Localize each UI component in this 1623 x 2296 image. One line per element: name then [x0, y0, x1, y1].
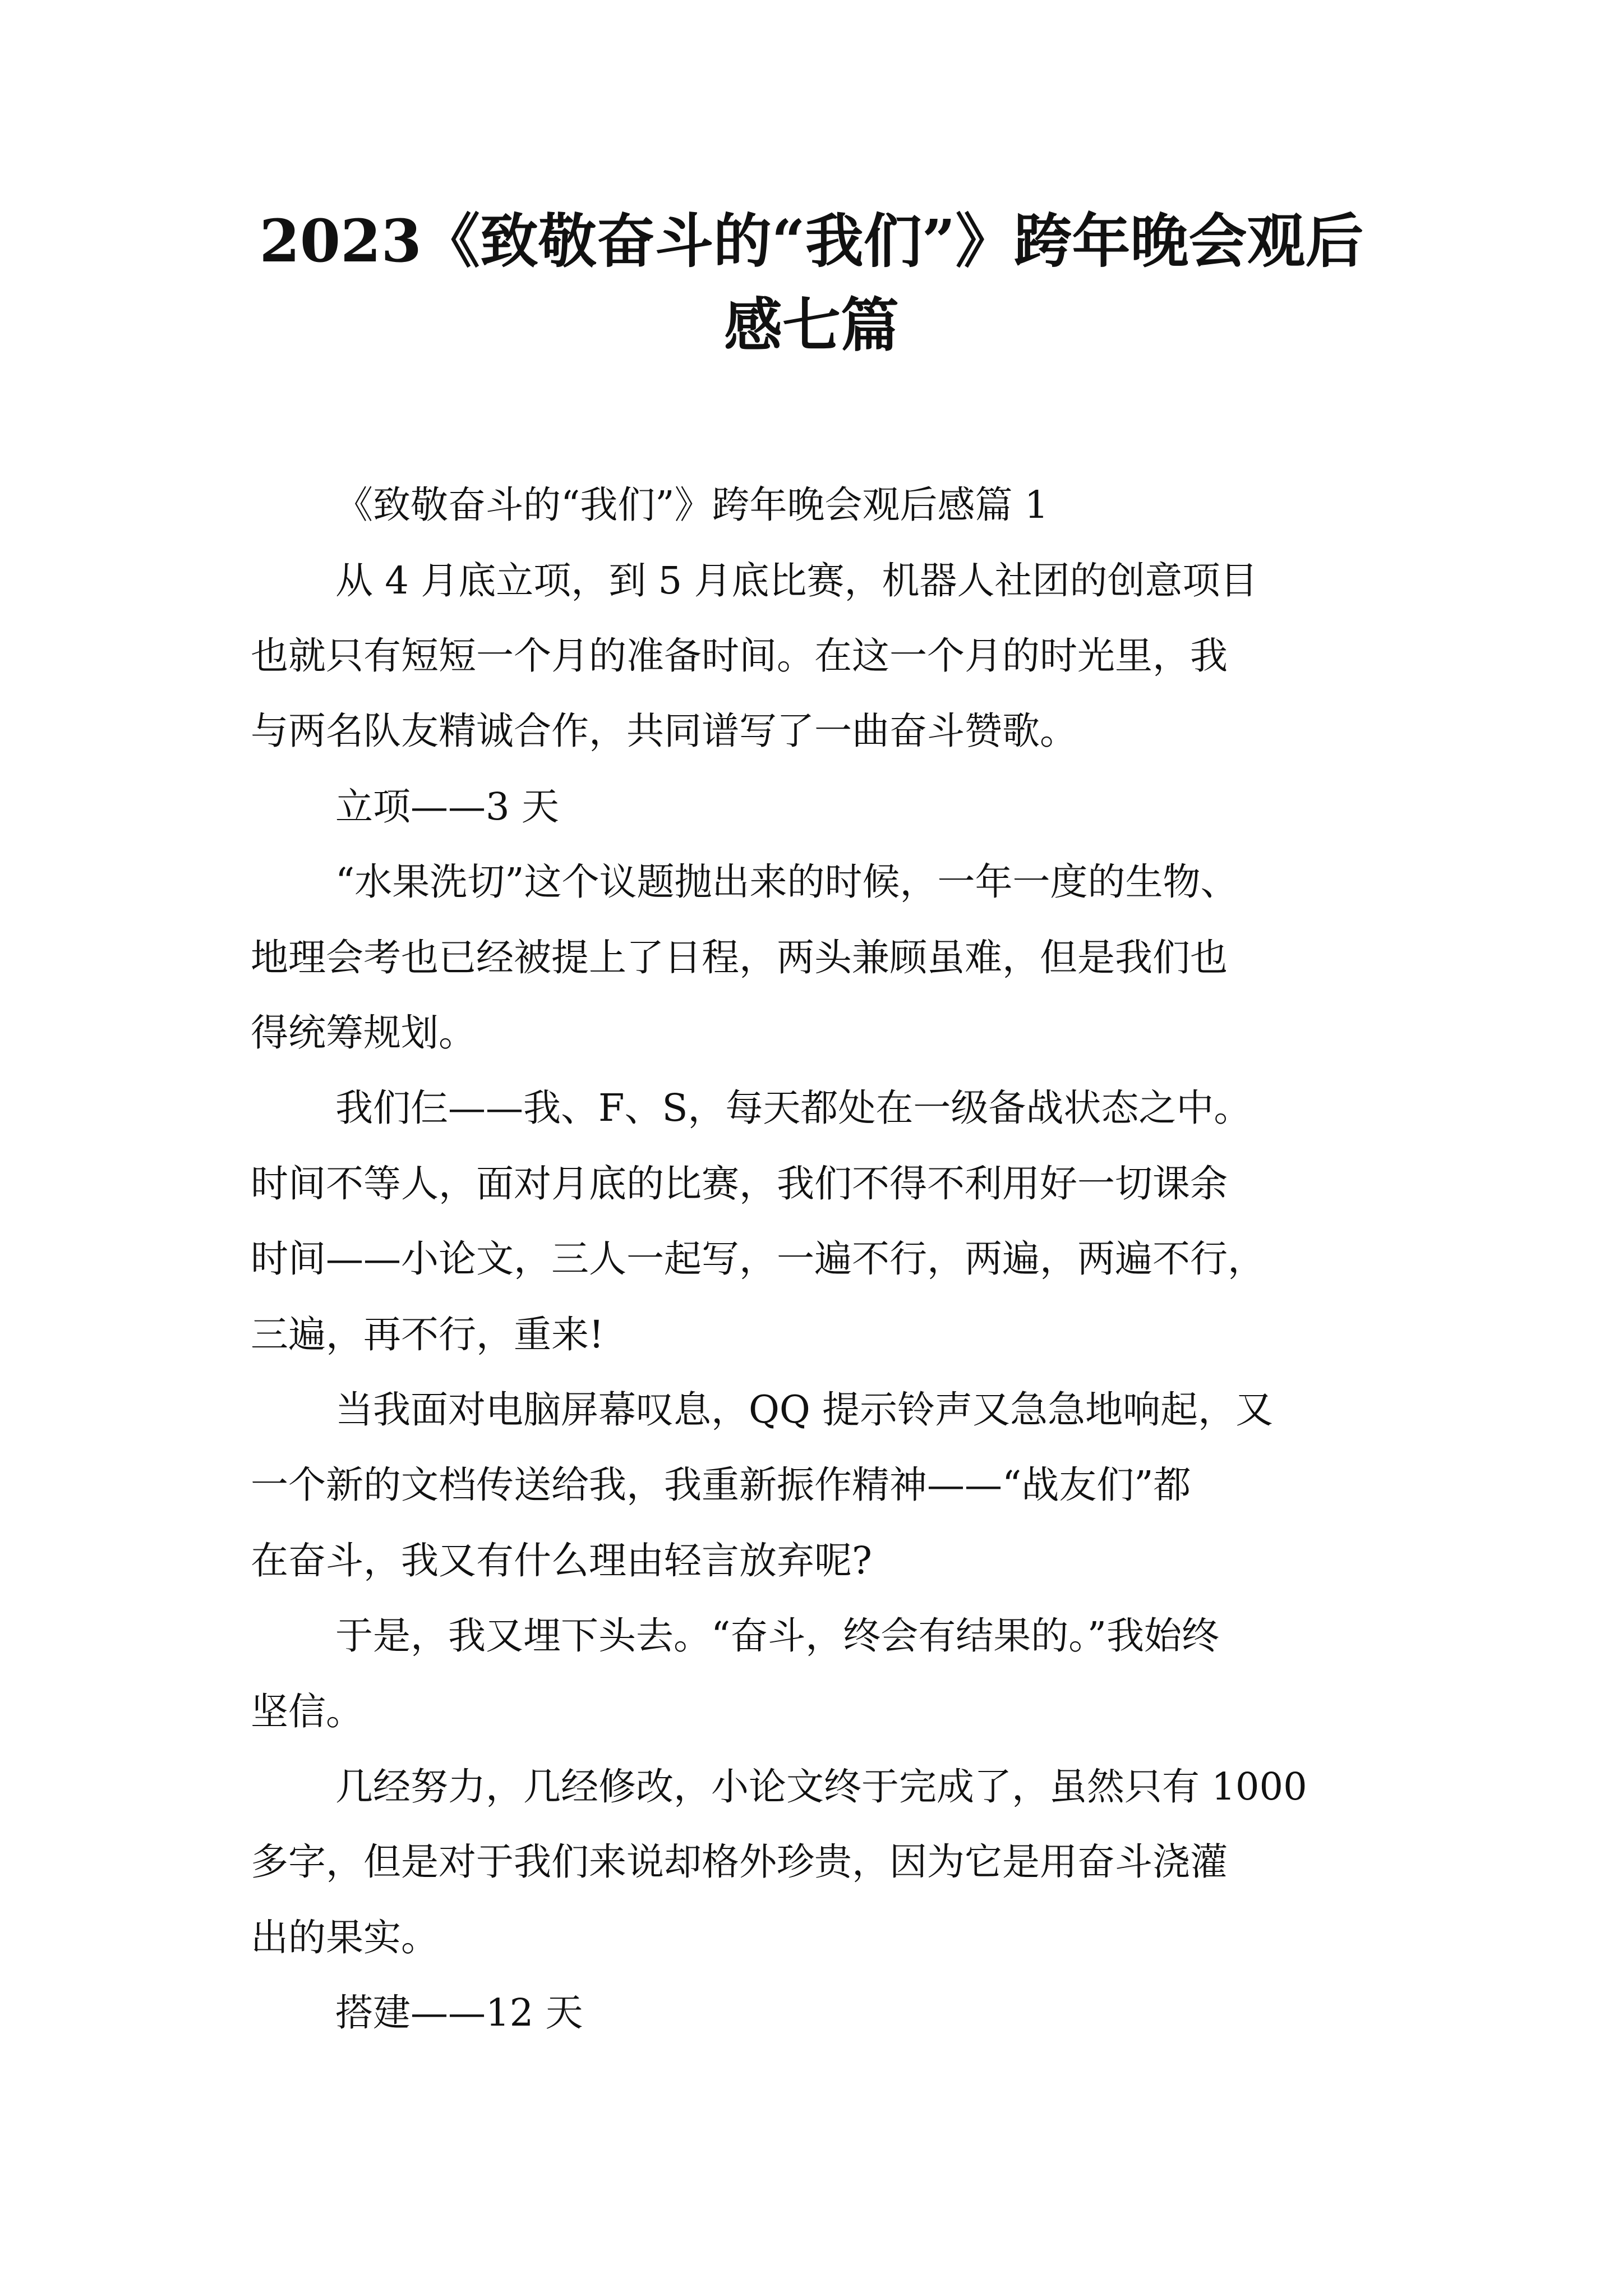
- paragraph-line: 我们仨——我、F、S，每天都处在一级备战状态之中。: [335, 1086, 1252, 1130]
- paragraph-line: 当我面对电脑屏幕叹息，QQ 提示铃声又急急地响起，又: [335, 1388, 1274, 1432]
- paragraph-line: 也就只有短短一个月的准备时间。在这一个月的时光里，我: [251, 634, 1228, 678]
- paragraph-line: 于是，我又埋下头去。“奋斗，终会有结果的。”我始终: [335, 1614, 1220, 1658]
- paragraph-line: 时间不等人，面对月底的比赛，我们不得不利用好一切课余: [251, 1162, 1228, 1205]
- subheading: 搭建——12 天: [335, 1991, 583, 2035]
- paragraph-line: 多字，但是对于我们来说却格外珍贵，因为它是用奋斗浇灌: [251, 1840, 1228, 1884]
- document-title-line-2: 感七篇: [723, 291, 899, 360]
- paragraph-line: 与两名队友精诚合作，共同谱写了一曲奋斗赞歌。: [251, 709, 1077, 753]
- paragraph-line: 在奋斗，我又有什么理由轻言放弃呢?: [251, 1539, 872, 1582]
- paragraph-line: 几经努力，几经修改，小论文终于完成了，虽然只有 1000: [335, 1765, 1307, 1809]
- paragraph-line: 出的果实。: [251, 1916, 439, 1959]
- paragraph-line: 三遍，再不行，重来!: [251, 1313, 604, 1356]
- subheading: 立项——3 天: [335, 785, 559, 829]
- section-heading: 《致敬奋斗的“我们”》跨年晚会观后感篇 1: [335, 483, 1049, 527]
- paragraph-line: 时间——小论文，三人一起写，一遍不行，两遍，两遍不行，: [251, 1237, 1265, 1281]
- document-title-line-1: 2023《致敬奋斗的“我们”》跨年晚会观后: [259, 206, 1364, 275]
- paragraph-line: “水果洗切”这个议题抛出来的时候，一年一度的生物、: [335, 860, 1238, 904]
- paragraph-line: 得统筹规划。: [251, 1011, 476, 1055]
- paragraph-line: 地理会考也已经被提上了日程，两头兼顾虽难，但是我们也: [251, 936, 1228, 979]
- paragraph-line: 一个新的文档传送给我，我重新振作精神——“战友们”都: [251, 1463, 1191, 1507]
- paragraph-line: 坚信。: [251, 1690, 363, 1733]
- paragraph-line: 从 4 月底立项，到 5 月底比赛，机器人社团的创意项目: [335, 559, 1258, 602]
